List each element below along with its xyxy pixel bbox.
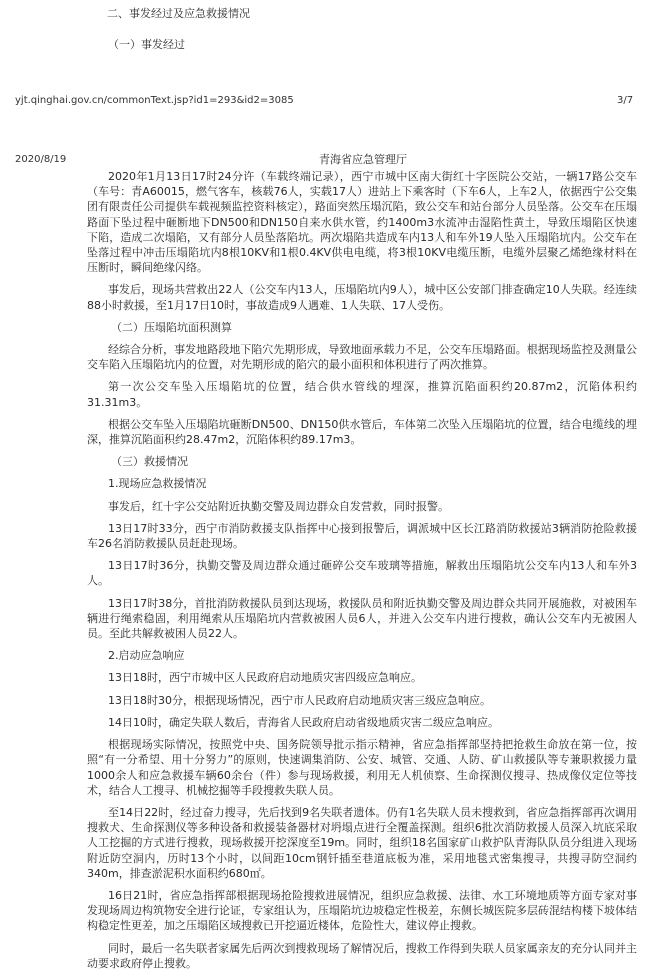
paragraph: 16日21时，省应急指挥部根据现场抢险搜救进展情况，组织应急救援、法律、水工环境地质等方面专家对事发现场周边构筑物安全进行论证，专家组认为，压塌陷坑边坡稳定性极差，东侧长城医院多层砖混结构楼下坡体结构稳定性更差，加之压塌陷区域搜救已开挖逼近楼体，危险性大，建议停止搜救。 [87,888,637,933]
document-body [87,169,637,978]
paragraph: 经综合分析，事发地路段地下陷穴先期形成，导致地面承载力不足，公交车压塌路面。根据现场监控及测量公交车陷入压塌陷坑内的位置，对先期形成的陷穴的最小面积和体积进行了两次推算。 [87,343,637,372]
paragraph: 至14日22时，经过奋力搜寻，先后找到9名失联者遗体。仍有1名失联人员未搜救到，省应急指挥部再次调用搜救犬、生命探测仪等多种设备和救援装备器材对坍塌点进行全覆盖探测。组织6批次消防救援人员深入坑底采取人工挖掘的方式进行搜救，现场救援开挖深度至19m。同时，组织18名国家矿山救护队青海队队员分组进入现场附近防空洞内，历时13个小时，以间距10cm钢钎插至巷道底板为准，采用地毯式密集搜寻，共搜寻防空洞约340m，排查淤泥积水面积约680㎡。 [87,805,637,880]
section-heading: 二、事发经过及应急救援情况 [107,7,250,20]
paragraph: 13日18时，西宁市城中区人民政府启动地质灾害四级应急响应。 [108,671,422,685]
paragraph: 事发后，红十字公交站附近执勤交警及周边群众自发营救，同时报警。 [108,499,449,513]
paragraph: 根据现场实际情况，按照党中央、国务院领导批示指示精神，省应急指挥部坚持把抢救生命放在第一位，按照“有一分希望、用十分努力”的原则，快速调集消防、公安、城管、交通、人防、矿山救援队等专兼职救援力量1000余人和应急救援车辆60余台（件）参与现场救援，利用无人机侦察、生命探测仪搜寻、热成像仪定位等技术，结合人工搜寻、机械挖掘等手段搜救失联人员。 [87,738,637,797]
page-number: 3/7 [617,95,634,106]
subsection-heading: （二）压塌陷坑面积测算 [111,320,232,334]
print-date: 2020/8/19 [15,154,67,165]
paragraph: 13日18时30分，根据现场情况，西宁市人民政府启动地质灾害三级应急响应。 [108,693,491,707]
paragraph: 事发后，现场共营救出22人（公交车内13人，压塌陷坑内9人），城中区公安部门排查确定10人失联。经连续88小时救援，至1月17日10时，事故造成9人遇难、1人失联、17人受伤。 [87,283,637,312]
paragraph: 1.现场应急救援情况 [108,477,207,491]
paragraph: 根据公交车坠入压塌陷坑砸断DN500、DN150供水管后，车体第二次坠入压塌陷坑的位置，结合电缆线的埋深，推算沉陷面积约28.47m2，沉陷体积约89.17m3。 [87,417,637,447]
paragraph: 第一次公交车坠入压塌陷坑的位置，结合供水管线的埋深，推算沉陷面积约20.87m2，沉陷体积约31.31m3。 [87,380,637,409]
print-footer-url: yjt.qinghai.gov.cn/commonText.jsp?id1=293&id2=3085 [15,95,294,106]
subsection-heading: （三）救援情况 [111,455,188,469]
paragraph: 2.启动应急响应 [108,649,185,663]
paragraph: 13日17时36分，执勤交警及周边群众通过砸碎公交车玻璃等措施，解救出压塌陷坑公交车内13人和车外3人。 [87,559,637,588]
paragraph: 13日17时33分，西宁市消防救援支队指挥中心接到报警后，调派城中区长江路消防救援站3辆消防抢险救援车26名消防救援队员赶赴现场。 [87,521,637,551]
paragraph: 同时，最后一名失联者家属先后两次到搜救现场了解情况后，搜救工作得到失联人员家属亲友的充分认同并主动要求政府停止搜救。 [87,941,637,970]
paragraph: 2020年1月13日17时24分许（车载终端记录），西宁市城中区南大街红十字医院公交站，一辆17路公交车（车号：青A60015，燃气客车，核载76人，实载17人）进站上下乘客时（下车6人，上车2人，依据西宁公交集团有限责任公司提供车载视频监控资料核定），路面突然压塌沉陷，致公交车和站台部分人员坠落。公交车在压塌路面下坠过程中砸断地下DN500和DN150自来水供水管，约1400m3水流冲击湿陷性黄土，导致压塌陷区快速下陷，造成二次塌陷，又有部分人员坠落陷坑。两次塌陷共造成车内13人和车外19人坠入压塌陷坑内。公交车在坠落过程中冲击压塌陷坑内8根10KV和1根0.4KV供电电缆，将3根10KV电缆压断，电缆外层聚乙烯绝缘材料在压断时，瞬间绝缘闪络。 [87,170,637,275]
subsection-heading: （一）事发经过 [108,38,185,51]
site-title: 青海省应急管理厅 [319,153,407,166]
paragraph: 13日17时38分，首批消防救援队员到达现场，救援队员和附近执勤交警及周边群众共同开展施救，对被困车辆进行绳索稳固，利用绳索从压塌陷坑内营救被困人员6人，并进入公交车内进行搜救，确认公交车内无被困人员。至此共解救被困人员22人。 [87,596,637,641]
paragraph: 14日10时，确定失联人数后，青海省人民政府启动省级地质灾害二级应急响应。 [108,715,499,729]
